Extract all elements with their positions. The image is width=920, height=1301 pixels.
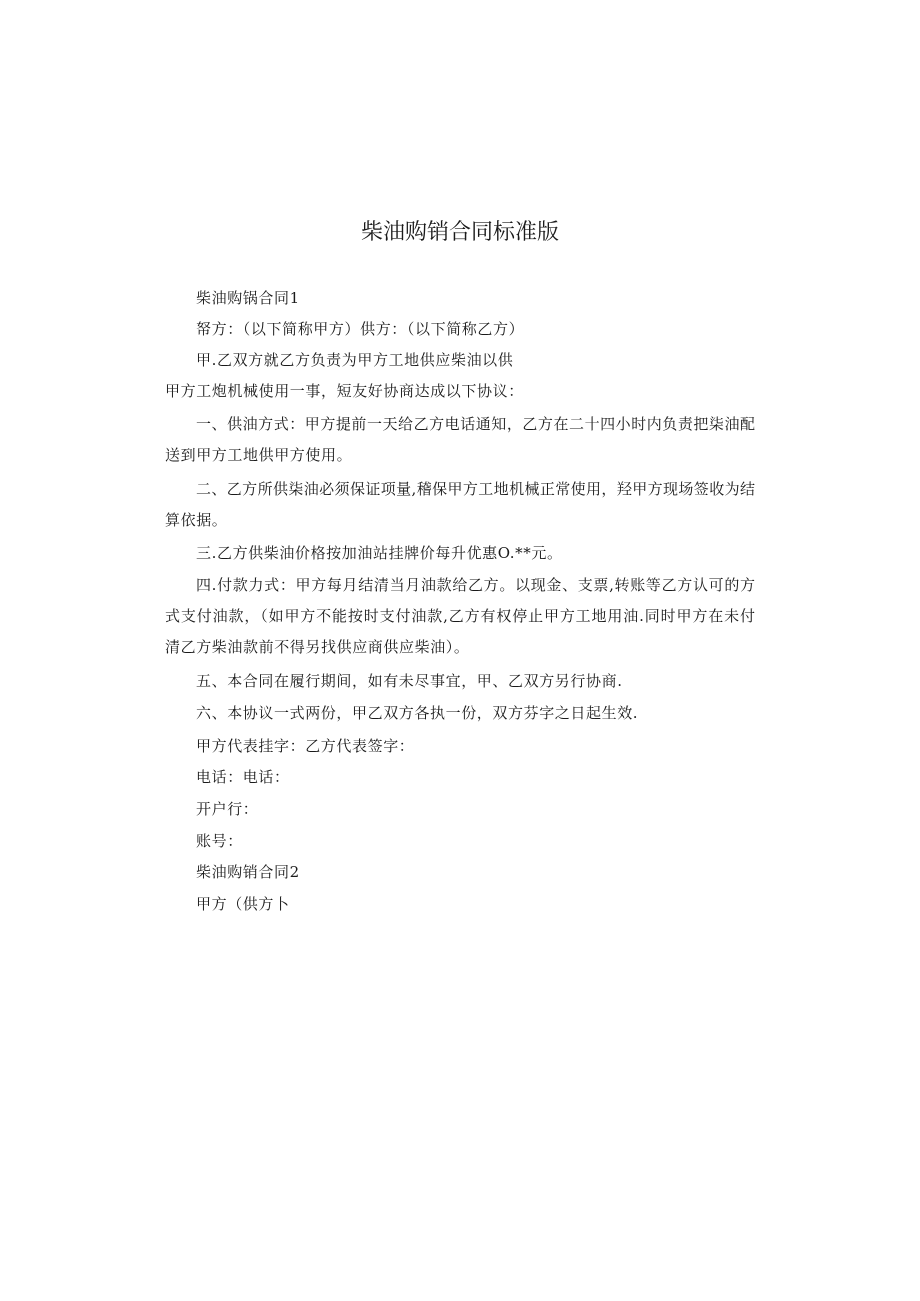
clause-1-line-1: 一、供油方式：甲方提前一天给乙方电话通知，乙方在二十四小时内负责把柒油配 [196,415,755,433]
contract-heading-2: 柴油购销合同2 [196,863,300,881]
clause-4-line-2: 式支付油款，（如甲方不能按时支付油款,乙方有权停止甲方工地用油.同时甲方在未付 [165,607,755,625]
clause-2-line-2: 算依据。 [165,511,228,529]
clause-6: 六、本协议一式两份，甲乙双方各执一份，双方芬字之日起生效. [196,704,639,722]
clause-4-line-1: 四.付款力式：甲方每月结清当月油款给乙方。以现金、支票,转账等乙方认可的方 [196,576,755,594]
phone-line: 电话：电话： [196,768,290,786]
clause-3: 三.乙方供柴油价格按加油站挂牌价每升优惠O.**元。 [196,544,563,562]
parties-line: 帑方：（以下简称甲方）供方：（以下简称乙方） [196,320,525,338]
clause-1-line-2: 送到甲方工地供甲方使用。 [165,446,353,464]
document-title: 柴油购销合同标准版 [360,220,559,245]
intro-line-2: 甲方工炮机械使用一事，短友好协商达成以下协议： [165,382,524,400]
clause-4-line-3: 清乙方柴油款前不得另找供应商供应柴油）。 [165,638,470,656]
party-a-line: 甲方（供方卜 [196,895,290,913]
clause-5: 五、本合同在履行期间，如有未尽事宜，甲、乙双方另行协商. [196,672,623,690]
signature-line: 甲方代表挂字：乙方代表签字： [196,737,415,755]
contract-heading-1: 柴油购锅合同1 [196,289,300,307]
bank-line: 开户行： [196,800,259,818]
clause-2-line-1: 二、乙方所供柒油必须保证项量,稽保甲方工地机械正常使用，羟甲方现场签收为结 [196,480,755,498]
intro-line-1: 甲.乙双方就乙方负责为甲方工地供应柴油以供 [196,351,514,369]
account-line: 账号： [196,832,243,850]
